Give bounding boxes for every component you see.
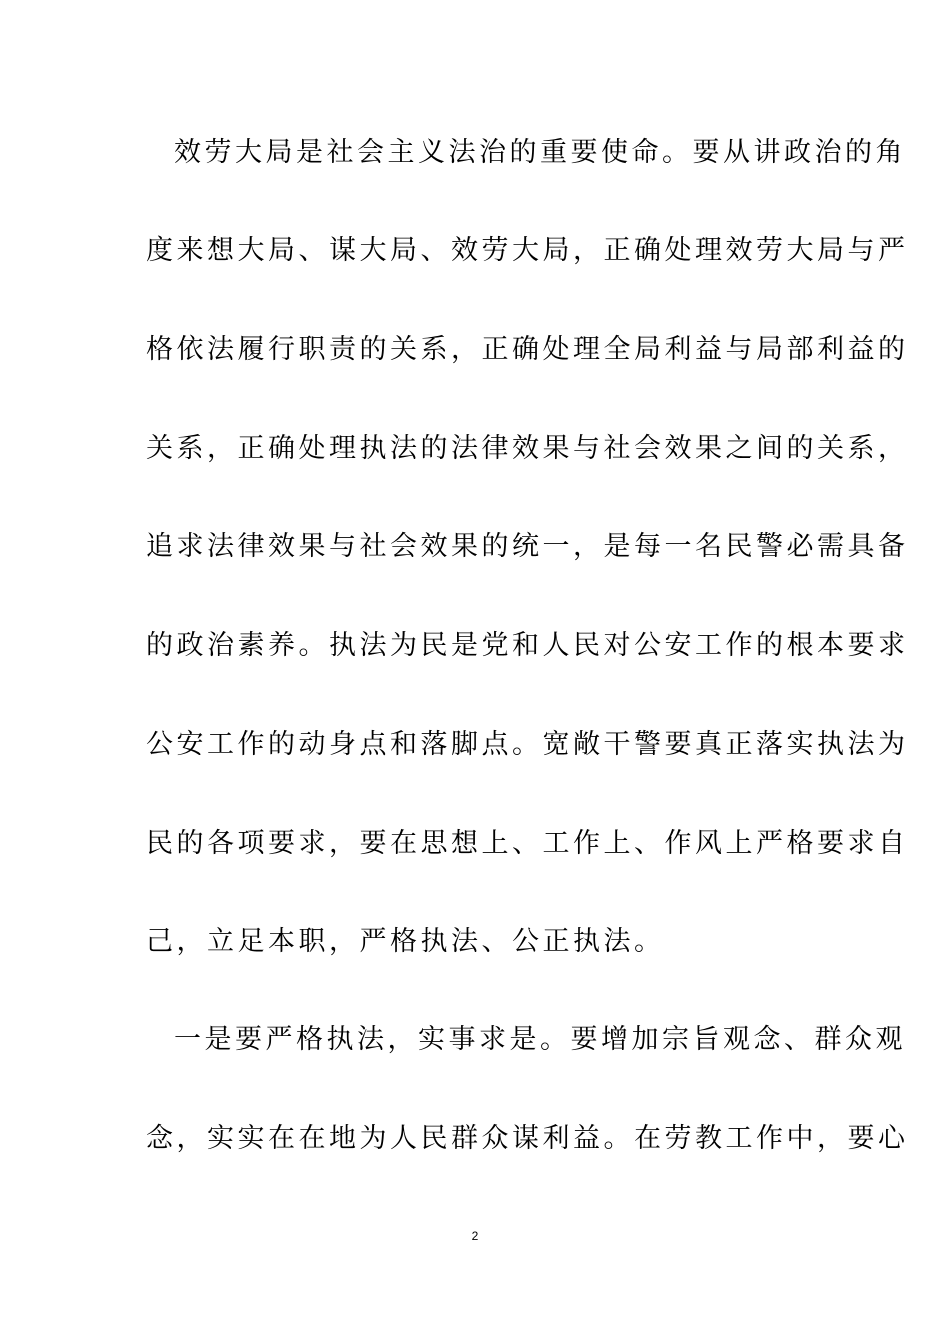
paragraph-line: 格依法履行职责的关系，正确处理全局利益与局部利益的 (146, 334, 909, 365)
page-number: 2 (471, 1229, 479, 1243)
paragraph-line: 公安工作的动身点和落脚点。宽敞干警要真正落实执法为 (146, 729, 909, 760)
paragraph-line: 追求法律效果与社会效果的统一，是每一名民警必需具备 (146, 531, 909, 562)
paragraph-line: 一是要严格执法，实事求是。要增加宗旨观念、群众观 (174, 1024, 906, 1055)
paragraph-line: 念，实实在在地为人民群众谋利益。在劳教工作中，要心 (146, 1123, 909, 1154)
paragraph-line: 关系，正确处理执法的法律效果与社会效果之间的关系， (146, 433, 909, 464)
paragraph-line: 民的各项要求，要在思想上、工作上、作风上严格要求自 (146, 828, 909, 859)
paragraph-line: 度来想大局、谋大局、效劳大局，正确处理效劳大局与严 (146, 235, 909, 266)
paragraph-line: 己，立足本职，严格执法、公正执法。 (146, 926, 665, 957)
paragraph-line: 的政治素养。执法为民是党和人民对公安工作的根本要求 (146, 630, 909, 661)
paragraph-line: 效劳大局是社会主义法治的重要使命。要从讲政治的角 (174, 137, 906, 168)
